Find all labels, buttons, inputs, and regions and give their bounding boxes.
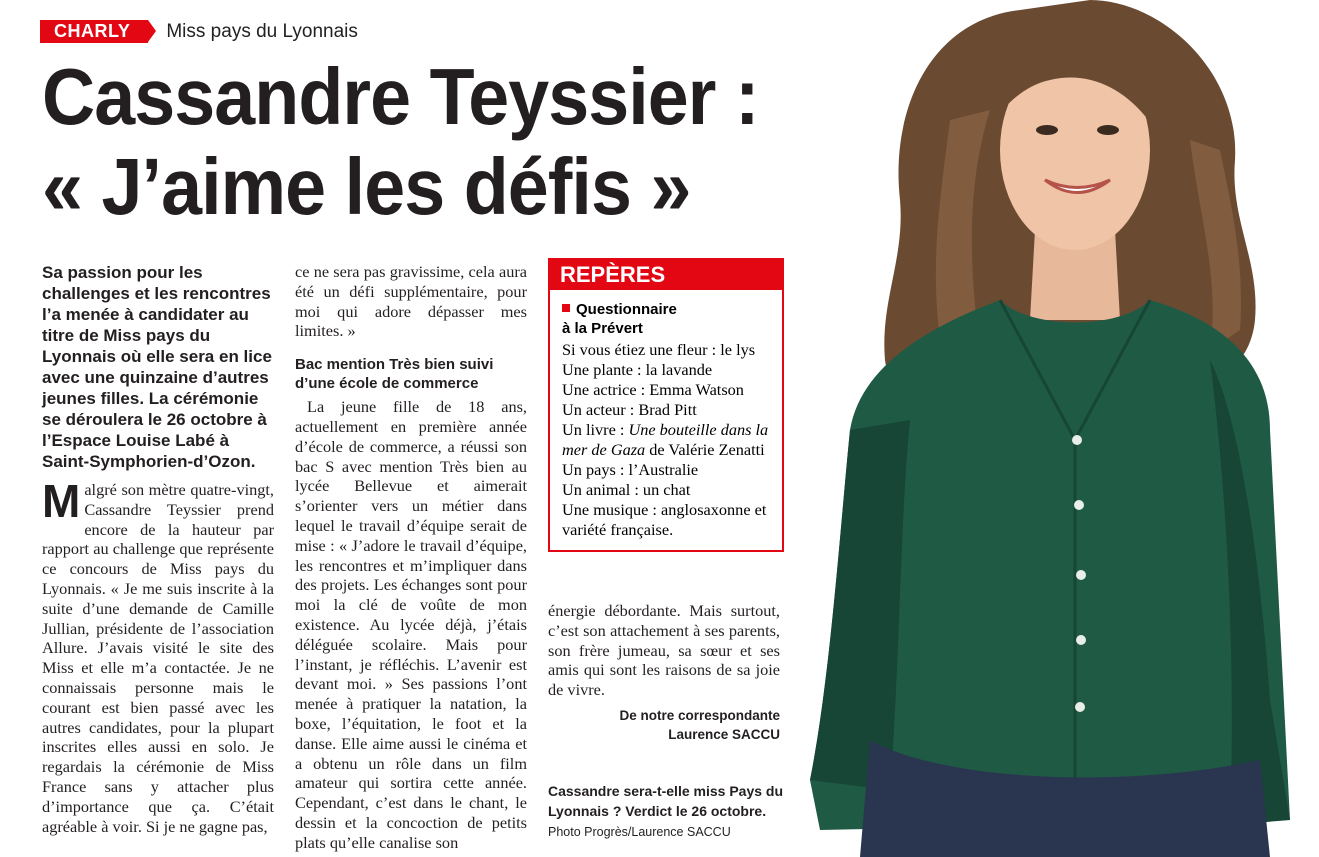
eye-right-icon (1097, 125, 1119, 135)
reperes-item: Si vous étiez une fleur : le lys (562, 340, 756, 359)
red-square-icon (562, 304, 570, 312)
headline-line-1: Cassandre Teyssier : (42, 52, 759, 141)
photo-credit: Photo Progrès/Laurence SACCU (548, 825, 731, 839)
body-paragraph-1-text: algré son mètre quatre-vingt, Cassandre Teyssier prend encore de la hauteur par rapport au challenge que représente ce concours de Miss pays du Lyonnais. « Je me suis inscrite à la suite d’une demande de Camille Jullian, présidente de l’association Allure. J’avais visité le site des Miss et elle m’a contactée. Je ne connaissais personne mais le courant est bien passé avec les autres candidates, pour la plupart inscrites elles aussi en solo. Je regardais la cérémonie de Miss France sans y attacher plus d’importance que ça. C’était agréable à voir. Si je ne gagne pas, (42, 480, 274, 836)
reperes-item: Un animal : un chat (562, 480, 691, 499)
eye-left-icon (1036, 125, 1058, 135)
location-tag: CHARLY (40, 20, 148, 43)
reperes-item: Un pays : l’Australie (562, 460, 699, 479)
button-icon (1076, 570, 1086, 580)
signature: De notre correspondante Laurence SACCU (619, 707, 780, 742)
body-paragraph-2: La jeune fille de 18 ans, actuellement en première année d’école de commerce, a réussi son bac S avec mention Très bien au lycée Bellevue et aimerait s’orienter vers un métier dans lequel le travail d’équipe serait de mise : « J’adore le travail d’équipe, les rencontres et m’impliquer dans des projets. Les échanges sont pour moi la clé de voûte de mon existence. Au lycée déjà, j’étais déléguée scolaire. Mais pour l’instant, je réfléchis. L’avenir est devant moi. » Ses passions l’ont menée à pratiquer la natation, la boxe, l’équitation, le foot et la danse. Elle aime aussi le cinéma et a obtenu un rôle dans un film amateur qui sortira cette année. Cependant, c’est dans le chant, le dessin et la concoction de petits plats qu’elle canalise son (295, 397, 527, 852)
reperes-title: REPÈRES (550, 260, 782, 290)
reperes-item: Un acteur : Brad Pitt (562, 400, 697, 419)
intertitle: Bac mention Très bien suivi d’une école de commerce (295, 356, 494, 393)
photo-caption (548, 781, 798, 841)
button-icon (1076, 635, 1086, 645)
button-icon (1074, 500, 1084, 510)
column-1 (42, 262, 274, 836)
lead-paragraph: Sa passion pour les challenges et les rencontres l’a menée à candidater au titre de Miss pays du Lyonnais où elle sera en lice avec une quinzaine d’autres jeunes filles. La cérémonie se déroulera le 26 octobre à l’Espace Louise Labé à Saint-Symphorien-d’Ozon. (42, 263, 272, 471)
reperes-subtitle: Questionnaire à la Prévert (562, 301, 677, 337)
column-2 (295, 262, 527, 853)
headline (42, 52, 778, 232)
reperes-item: Une plante : la lavande (562, 360, 713, 379)
portrait-photo (790, 0, 1319, 857)
reperes-item: Une actrice : Emma Watson (562, 380, 744, 399)
button-icon (1072, 435, 1082, 445)
body-paragraph-1-continued: ce ne sera pas gravissime, cela aura été un défi supplémentaire, pour moi qui adore dépasser mes limites. » (295, 262, 527, 341)
reperes-item: Une musique : anglosaxonne et variété française. (562, 500, 767, 539)
caption-text: Cassandre sera-t-elle miss Pays du Lyonnais ? Verdict le 26 octobre. (548, 783, 784, 819)
book-title: Une bouteille dans la mer de Gaza (562, 420, 769, 459)
kicker-title: Miss pays du Lyonnais (166, 20, 358, 42)
drop-cap: M (42, 475, 81, 527)
body-paragraph-1 (42, 475, 274, 836)
reperes-item-book: Un livre : Une bouteille dans la mer de Gaza de Valérie Zenatti (562, 420, 769, 459)
body-paragraph-2-continued: énergie débordante. Mais surtout, c’est son attachement à ses parents, son frère jumeau, sa sœur et ses amis qui sont les raisons de sa joie de vivre. (548, 601, 780, 700)
article-kicker (40, 20, 358, 43)
column-3 (548, 601, 780, 744)
reperes-box (548, 258, 784, 552)
button-icon (1075, 702, 1085, 712)
headline-line-2: « J’aime les défis » (42, 142, 691, 231)
